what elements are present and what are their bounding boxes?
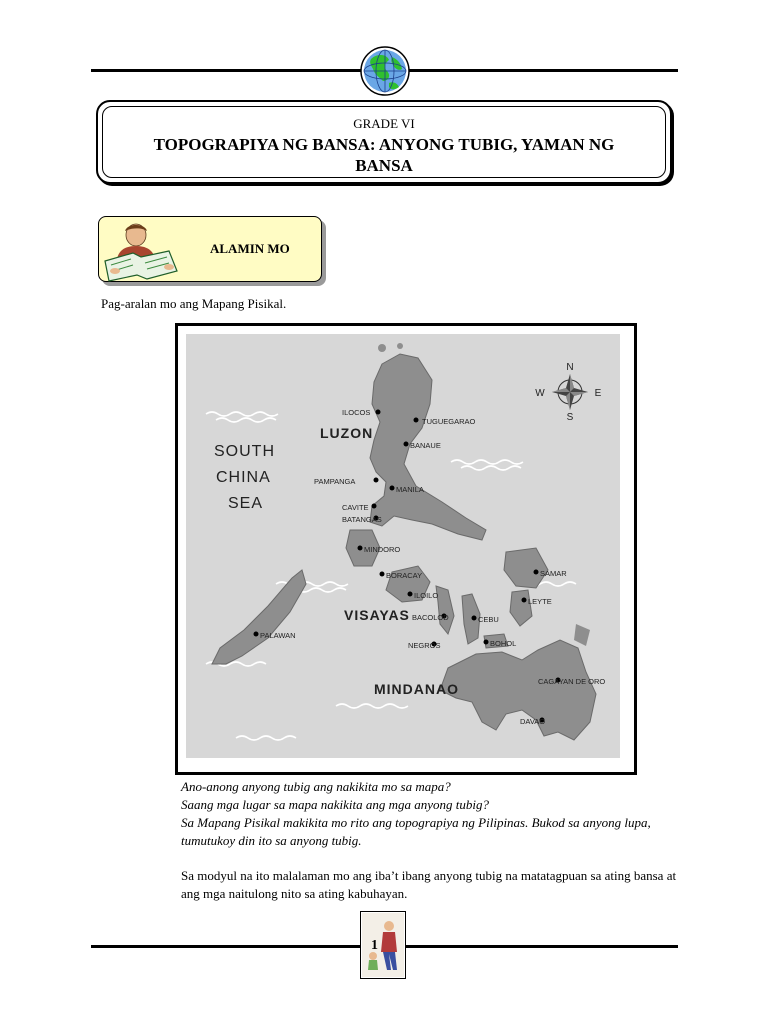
region-mindanao: MINDANAO [374,681,459,697]
questions [181,778,691,850]
compass-n: N [566,362,574,373]
physical-map [175,323,637,775]
compass-e: E [594,388,602,399]
place-banaue: BANAUE [410,441,441,450]
title-box [96,100,672,184]
sea-label-3: SEA [228,495,264,512]
place-bohol: BOHOL [490,639,517,648]
place-negros: NEGROS [408,641,441,650]
place-tuguegarao: TUGUEGARAO [422,417,476,426]
reader-with-map-icon [103,221,183,283]
place-ilocos: ILOCOS [342,408,371,417]
place-mindoro: MINDORO [364,545,401,554]
question-3: Sa Mapang Pisikal makikita mo rito ang topograpiya ng Pilipinas. Bukod sa anyong lupa, tumutukoy din ito sa anyong tubig. [181,815,651,848]
question-1: Ano-anong anyong tubig ang nakikita mo sa mapa? [181,779,451,794]
page-title: TOPOGRAPIYA NG BANSA: ANYONG TUBIG, YAMAN NG BANSA [153,135,615,175]
map-illustration [186,334,620,758]
grade-label: GRADE VI [353,116,415,131]
globe-icon [359,45,411,97]
page-number: 1 [371,938,378,953]
intro-text: Pag-aralan mo ang Mapang Pisikal. [101,296,287,311]
place-iloilo: ILOILO [414,591,439,600]
region-luzon: LUZON [320,425,374,441]
place-leyte: LEYTE [528,597,552,606]
place-pampanga: PAMPANGA [314,477,356,486]
place-cebu: CEBU [478,615,499,624]
place-samar: SAMAR [540,569,567,578]
sea-label-1: SOUTH [214,443,275,460]
section-tab [98,216,322,282]
place-manila: MANILA [396,485,424,494]
place-bacolod: BACOLOD [412,613,449,622]
place-boracay: BORACAY [386,571,423,580]
place-batangas: BATANGAS [342,515,382,524]
compass-s: S [566,412,574,423]
question-2: Saang mga lugar sa mapa nakikita ang mga anyong tubig? [181,797,490,812]
compass-w: W [535,388,545,399]
place-cavite: CAVITE [342,503,369,512]
place-cagayan: CAGAYAN DE ORO [538,677,606,686]
region-visayas: VISAYAS [344,607,410,623]
body-paragraph: Sa modyul na ito malalaman mo ang iba’t ibang anyong tubig na matatagpuan sa ating bansa at ang mga naitulong nito sa ating kabuhayan. [181,868,677,901]
place-davao: DAVAO [520,717,546,726]
place-palawan: PALAWAN [260,631,296,640]
sea-label-2: CHINA [216,469,271,486]
section-label: ALAMIN MO [210,241,290,256]
page-figure-icon [360,911,406,979]
